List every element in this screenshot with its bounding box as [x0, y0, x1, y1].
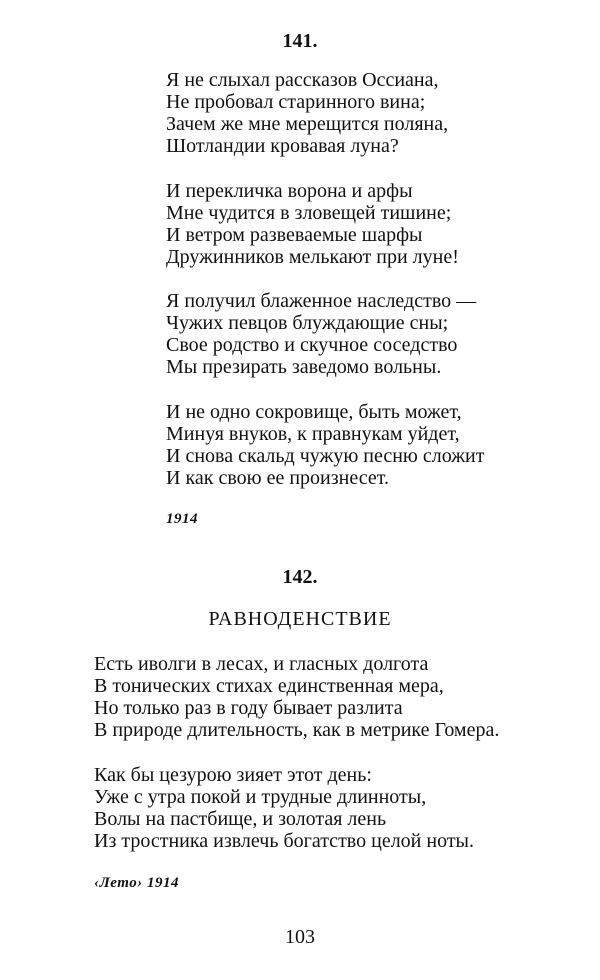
poem-141-stanza-3 — [166, 290, 476, 378]
verse-line: В тонических стихах единственная мера, — [94, 675, 444, 697]
verse-line: Есть иволги в лесах, и гласных долгота — [94, 653, 429, 675]
verse-line: Свое родство и скучное соседство — [166, 334, 458, 356]
verse-line: И не одно сокровище, быть может, — [166, 401, 462, 423]
poem-141-stanza-1 — [166, 69, 448, 157]
verse-line: И ветром развеваемые шарфы — [166, 224, 423, 246]
poem-141-date: 1914 — [166, 511, 198, 527]
poem-142-stanza-1 — [94, 653, 499, 741]
verse-line: Я получил блаженное наследство — — [166, 290, 477, 312]
poem-141-stanza-4 — [166, 401, 484, 489]
verse-line: Дружинников мелькают при луне! — [166, 246, 459, 268]
verse-line: Мне чудится в зловещей тишине; — [166, 202, 452, 224]
verse-line: Волы на пастбище, и золотая лень — [94, 808, 387, 830]
poem-141-stanza-2 — [166, 180, 459, 268]
page-number: 103 — [285, 926, 315, 948]
verse-line: И перекличка ворона и арфы — [166, 180, 413, 202]
verse-line: Зачем же мне мерещится поляна, — [166, 113, 449, 135]
poem-number-142: 142. — [282, 566, 318, 588]
verse-line: Чужих певцов блуждающие сны; — [166, 312, 449, 334]
poem-142-title: РАВНОДЕНСТВИЕ — [208, 608, 392, 630]
verse-line: Мы презирать заведомо вольны. — [166, 356, 442, 378]
verse-line: Я не слыхал рассказов Оссиана, — [166, 69, 439, 91]
verse-line: Но только раз в году бывает разлита — [94, 697, 403, 719]
verse-line: Минуя внуков, к правнукам уйдет, — [166, 423, 460, 445]
verse-line: В природе длительность, как в метрике Гомера. — [94, 719, 500, 741]
verse-line: Уже с утра покой и трудные длинноты, — [94, 786, 427, 808]
verse-line: И снова скальд чужую песню сложит — [166, 445, 485, 467]
poem-number-141: 141. — [282, 30, 318, 52]
verse-line: Не пробовал старинного вина; — [166, 91, 426, 113]
verse-line: Из тростника извлечь богатство целой ноты. — [94, 830, 474, 852]
verse-line: И как свою ее произнесет. — [166, 467, 389, 489]
verse-line: Шотландии кровавая луна? — [166, 135, 399, 157]
verse-line: Как бы цезурою зияет этот день: — [94, 764, 372, 786]
poem-142-date: ‹Лето› 1914 — [94, 875, 179, 891]
poem-142-stanza-2 — [94, 764, 474, 852]
